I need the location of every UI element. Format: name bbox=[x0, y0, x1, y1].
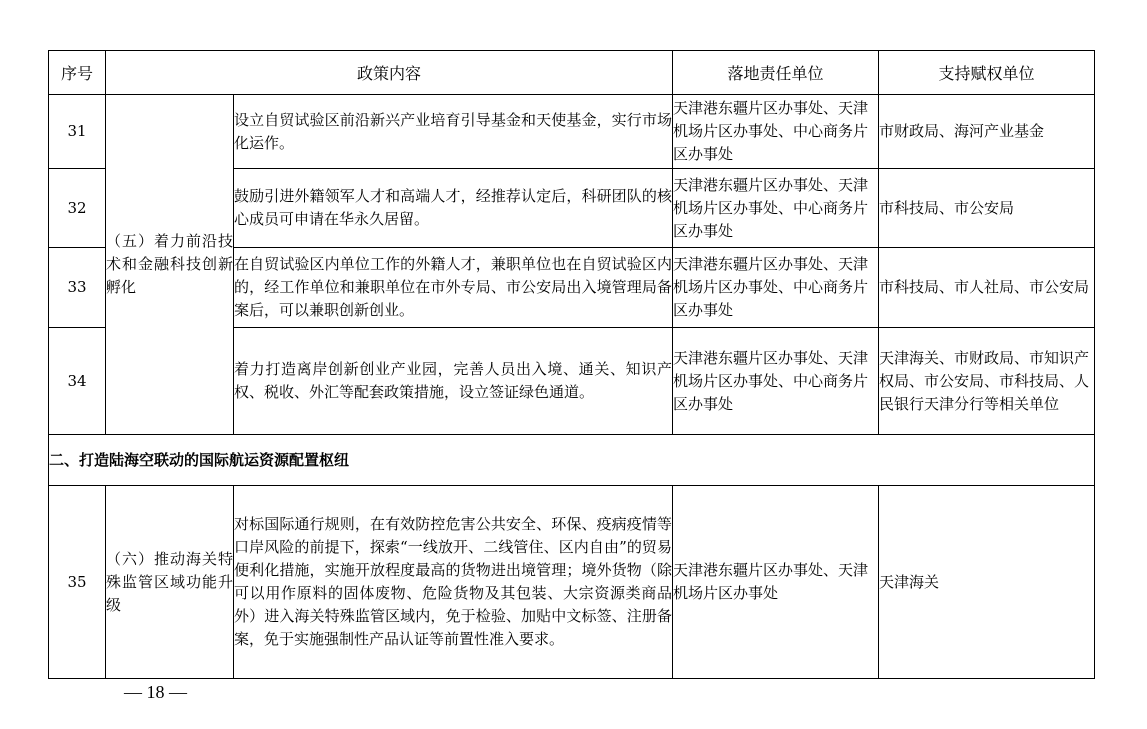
support-unit: 市科技局、市公安局 bbox=[879, 169, 1095, 248]
support-unit: 市科技局、市人社局、市公安局 bbox=[879, 248, 1095, 328]
support-unit: 天津海关、市财政局、市知识产权局、市公安局、市科技局、人民银行天津分行等相关单位 bbox=[879, 328, 1095, 435]
responsible-unit: 天津港东疆片区办事处、天津机场片区办事处、中心商务片区办事处 bbox=[673, 248, 879, 328]
row-number: 32 bbox=[49, 169, 106, 248]
policy-content: 设立自贸试验区前沿新兴产业培育引导基金和天使基金，实行市场化运作。 bbox=[234, 95, 673, 169]
row-number: 33 bbox=[49, 248, 106, 328]
policy-content: 对标国际通行规则，在有效防控危害公共安全、环保、疫病疫情等口岸风险的前提下，探索“一线放开、二线管住、区内自由”的贸易便利化措施，实施开放程度最高的货物进出境管理；境外货物（除可以用作原料的固体废物、危险货物及其包装、大宗资源类商品外）进入海关特殊监管区域内，免于检验、加贴中文标签、注册备案，免于实施强制性产品认证等前置性准入要求。 bbox=[234, 486, 673, 679]
policy-content: 鼓励引进外籍领军人才和高端人才，经推荐认定后，科研团队的核心成员可申请在华永久居留。 bbox=[234, 169, 673, 248]
header-content: 政策内容 bbox=[106, 51, 673, 95]
header-row bbox=[49, 51, 1095, 95]
section-heading: 二、打造陆海空联动的国际航运资源配置枢纽 bbox=[49, 435, 1095, 486]
row-number: 34 bbox=[49, 328, 106, 435]
page-number: — 18 — bbox=[124, 682, 187, 702]
responsible-unit: 天津港东疆片区办事处、天津机场片区办事处 bbox=[673, 486, 879, 679]
header-responsible: 落地责任单位 bbox=[673, 51, 879, 95]
table-row bbox=[49, 95, 1095, 169]
row-number: 31 bbox=[49, 95, 106, 169]
responsible-unit: 天津港东疆片区办事处、天津机场片区办事处、中心商务片区办事处 bbox=[673, 95, 879, 169]
section-row bbox=[49, 435, 1095, 486]
header-support: 支持赋权单位 bbox=[879, 51, 1095, 95]
category-cell: （六）推动海关特殊监管区域功能升级 bbox=[106, 486, 234, 679]
policy-content: 着力打造离岸创新创业产业园，完善人员出入境、通关、知识产权、税收、外汇等配套政策措施，设立签证绿色通道。 bbox=[234, 328, 673, 435]
responsible-unit: 天津港东疆片区办事处、天津机场片区办事处、中心商务片区办事处 bbox=[673, 328, 879, 435]
responsible-unit: 天津港东疆片区办事处、天津机场片区办事处、中心商务片区办事处 bbox=[673, 169, 879, 248]
support-unit: 市财政局、海河产业基金 bbox=[879, 95, 1095, 169]
table-row bbox=[49, 486, 1095, 679]
row-number: 35 bbox=[49, 486, 106, 679]
policy-table bbox=[48, 50, 1095, 679]
header-no: 序号 bbox=[49, 51, 106, 95]
policy-content: 在自贸试验区内单位工作的外籍人才，兼职单位也在自贸试验区内的，经工作单位和兼职单位在市外专局、市公安局出入境管理局备案后，可以兼职创新创业。 bbox=[234, 248, 673, 328]
category-cell: （五）着力前沿技术和金融科技创新孵化 bbox=[106, 95, 234, 435]
support-unit: 天津海关 bbox=[879, 486, 1095, 679]
